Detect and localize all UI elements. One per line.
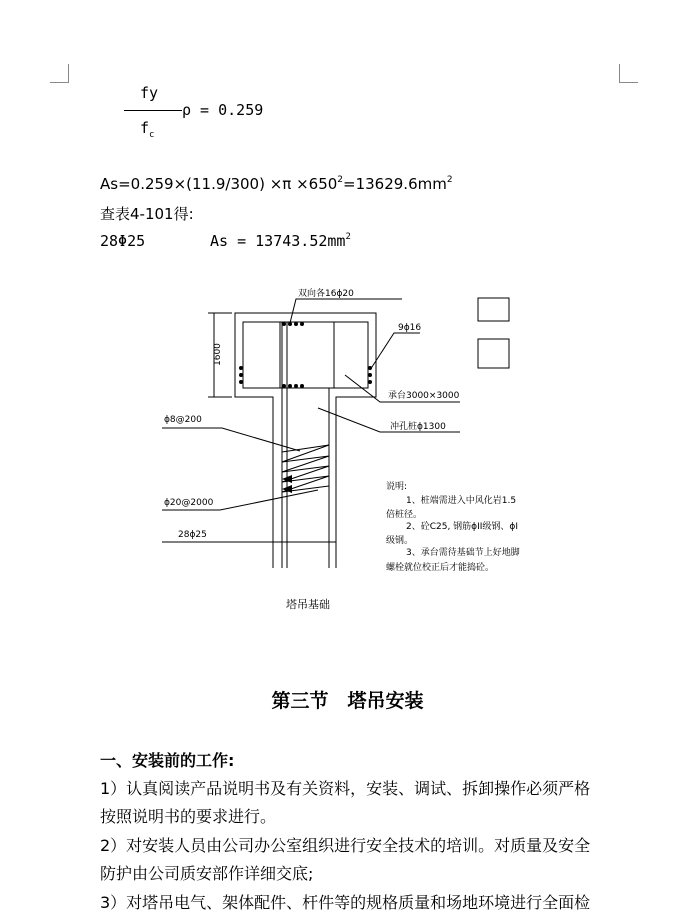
label-side-rebar: 9ϕ16	[398, 323, 422, 333]
leader-top-rebar	[290, 299, 402, 323]
rebar-dot	[368, 373, 372, 377]
note-line: 2、砼C25, 钢筋ϕII级钢、ϕI	[406, 522, 519, 532]
lookup-line: 查表4-101得:	[100, 205, 194, 223]
label-top-rebar: 双向各16ϕ20	[298, 289, 354, 299]
rebar-dot	[239, 380, 243, 384]
note-line: 说明:	[386, 482, 408, 492]
rebar-spec: 28Φ25	[100, 232, 146, 250]
paragraph-line: 2）对安装人员由公司办公室组织进行安全技术的培训。对质量及安全	[100, 836, 591, 855]
label-hoop: ϕ20@2000	[164, 498, 214, 508]
label-pile: 冲孔桩ϕ1300	[390, 422, 446, 432]
paragraph-line: 按照说明书的要求进行。	[100, 807, 277, 826]
paragraph	[100, 775, 620, 831]
paragraph	[100, 832, 620, 888]
as-result-exponent: 2	[446, 175, 453, 185]
leader-side-rebar	[370, 333, 420, 370]
note-line: 级钢。	[386, 536, 414, 546]
paragraph-line: 3）对塔吊电气、架体配件、杆件等的规格质量和场地环境进行全面检	[100, 893, 591, 912]
denominator-symbol: f	[140, 119, 150, 137]
as-exponent: 2	[337, 175, 344, 185]
rebar-dot	[368, 380, 372, 384]
rebar-dot	[294, 384, 298, 388]
denominator-subscript: c	[149, 130, 155, 140]
rebar-dot	[300, 322, 304, 326]
rebar-dot	[288, 322, 292, 326]
fraction-numerator: fy	[140, 84, 159, 102]
note-line: 倍桩径。	[386, 510, 423, 520]
rebar-dot	[239, 373, 243, 377]
subsection-title: 一、安装前的工作:	[100, 751, 235, 770]
rebar-dot	[239, 366, 243, 370]
note-line: 1、桩端需进入中风化岩1.5	[406, 496, 517, 506]
as-actual-exponent: 2	[345, 232, 351, 242]
paragraph-line: 1）认真阅读产品说明书及有关资料，安装、调试、拆卸操作必须严格	[100, 779, 591, 798]
rebar-dot	[300, 384, 304, 388]
label-stirrup: ϕ8@200	[164, 415, 202, 425]
paragraph-line: 防护由公司质安部作详细交底;	[100, 864, 314, 883]
note-line: 3、承台需待基础节上好地脚	[406, 548, 520, 558]
note-line: 螺栓就位校正后才能捣砼。	[386, 563, 495, 573]
spiral-stirrup	[282, 445, 329, 492]
leader-stirrup	[162, 428, 300, 451]
rebar-dot	[288, 384, 292, 388]
as-result: =13629.6mm	[343, 175, 447, 193]
rebar-dot	[282, 322, 286, 326]
rebar-dot	[282, 384, 286, 388]
figure-caption: 塔吊基础	[286, 598, 330, 611]
section-title: 第三节 塔吊安装	[271, 690, 424, 712]
blank-box-2	[478, 339, 509, 368]
as-actual-value: As = 13743.52mm	[210, 232, 346, 250]
rebar-dot	[368, 366, 372, 370]
rho-expression: ρ = 0.259	[182, 101, 264, 119]
cap-outline	[235, 313, 376, 568]
label-height: 1600	[213, 343, 223, 366]
rebar-dot	[294, 322, 298, 326]
blank-box-1	[478, 298, 509, 321]
as-expression: As=0.259×(11.9/300) ×π ×650	[100, 175, 338, 193]
label-cap-size: 承台3000×3000	[388, 391, 460, 401]
label-main-bars: 28ϕ25	[178, 530, 207, 540]
paragraph	[100, 889, 620, 917]
